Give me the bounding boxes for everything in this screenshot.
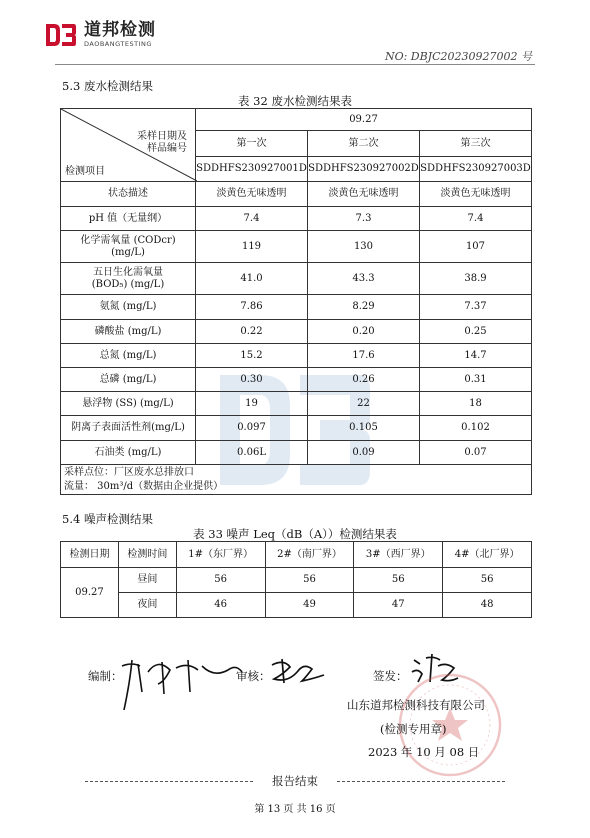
value-cell: 淡黄色无味透明 [308, 182, 420, 207]
table33-caption: 表 33 噪声 Leq（dB（A））检测结果表 [193, 527, 397, 541]
flow-note: 流量： 30m³/d（数据由企业提供） [64, 480, 224, 492]
value-cell: 46 [176, 593, 265, 618]
table-row [61, 320, 532, 344]
value-cell: 48 [443, 593, 532, 618]
value-cell: 0.26 [308, 368, 420, 392]
value-cell: 56 [443, 568, 532, 593]
approver-label: 签发： [373, 669, 408, 683]
logo-text-en: DAOBANGTESTING [84, 40, 152, 49]
report-end-text: 报告结束 [272, 774, 318, 788]
item-label: 磷酸盐 (mg/L) [61, 320, 196, 344]
value-cell: 0.30 [196, 368, 308, 392]
left-dash-divider [85, 781, 253, 782]
item-label: 五日生化需氧量 (BOD₅) (mg/L) [61, 263, 196, 295]
company-name: 山东道邦检测科技有限公司 [347, 698, 485, 712]
value-cell: 7.37 [419, 295, 531, 320]
table-row [61, 568, 532, 593]
column-header: 检测日期 [61, 542, 119, 568]
item-label: 状态描述 [61, 182, 196, 207]
value-cell: 17.6 [308, 344, 420, 368]
section-title-wastewater: 5.3 废水检测结果 [62, 79, 153, 93]
value-cell: 0.31 [419, 368, 531, 392]
editor-label: 编制： [88, 669, 123, 683]
table32-caption: 表 32 废水检测结果表 [238, 94, 352, 108]
table32-note [61, 465, 532, 495]
value-cell: 0.06L [196, 441, 308, 465]
reviewer-signature [268, 655, 328, 691]
value-cell: 0.22 [196, 320, 308, 344]
value-cell: 19 [196, 392, 308, 416]
value-cell: 0.07 [419, 441, 531, 465]
column-header: 1#（东厂界） [176, 542, 265, 568]
value-cell: 7.3 [308, 207, 420, 231]
item-label: 总氮 (mg/L) [61, 344, 196, 368]
time-label: 昼间 [118, 568, 176, 593]
value-cell: 0.105 [308, 416, 420, 441]
page-number: 第 13 页 共 16 页 [254, 804, 336, 815]
right-dash-divider [337, 781, 505, 782]
seal-note: (检测专用章) [380, 722, 447, 736]
logo-mark-icon [44, 22, 78, 48]
value-cell: 8.29 [308, 295, 420, 320]
item-label: 悬浮物 (SS) (mg/L) [61, 392, 196, 416]
value-cell: 淡黄色无味透明 [196, 182, 308, 207]
item-label: 阴离子表面活性剂(mg/L) [61, 416, 196, 441]
table32-date: 09.27 [196, 109, 532, 131]
value-cell: 0.097 [196, 416, 308, 441]
run-header: 第一次 [196, 131, 308, 156]
value-cell: 7.86 [196, 295, 308, 320]
corner-bottom-label: 检测项目 [65, 165, 105, 177]
column-header: 3#（西厂界） [354, 542, 443, 568]
reviewer-label: 审核： [236, 669, 271, 683]
value-cell: 15.2 [196, 344, 308, 368]
sampling-point-note: 采样点位：厂区废水总排放口 [64, 467, 194, 478]
header-divider [55, 64, 535, 65]
corner-top-label-2: 样品编号 [147, 143, 188, 154]
value-cell: 22 [308, 392, 420, 416]
table-row [61, 441, 532, 465]
table-row [61, 231, 532, 263]
value-cell: 14.7 [419, 344, 531, 368]
sample-id: SDDHFS230927002D [308, 156, 420, 181]
item-label: 化学需氧量 (CODcr) (mg/L) [61, 231, 196, 263]
report-number: NO: DBJC20230927002 号 [384, 50, 532, 63]
noise-date: 09.27 [61, 568, 119, 618]
value-cell: 0.25 [419, 320, 531, 344]
value-cell: 130 [308, 231, 420, 263]
section-title-noise: 5.4 噪声检测结果 [62, 512, 153, 526]
corner-top-label-1: 采样日期及 [137, 131, 188, 142]
value-cell: 38.9 [419, 263, 531, 295]
editor-signature [118, 652, 248, 716]
table-row [61, 344, 532, 368]
value-cell: 淡黄色无味透明 [419, 182, 531, 207]
column-header: 检测时间 [118, 542, 176, 568]
time-label: 夜间 [118, 593, 176, 618]
logo-text-cn: 道邦检测 [84, 20, 156, 41]
value-cell: 107 [419, 231, 531, 263]
report-end-line [85, 773, 505, 789]
column-header: 2#（南厂界） [265, 542, 354, 568]
wastewater-results-table [60, 108, 532, 495]
item-label: 氨氮 (mg/L) [61, 295, 196, 320]
value-cell: 18 [419, 392, 531, 416]
company-logo [44, 22, 156, 48]
item-label: 石油类 (mg/L) [61, 441, 196, 465]
table-row [61, 593, 532, 618]
noise-results-table [60, 541, 532, 618]
value-cell: 56 [354, 568, 443, 593]
value-cell: 56 [265, 568, 354, 593]
value-cell: 49 [265, 593, 354, 618]
value-cell: 0.09 [308, 441, 420, 465]
value-cell: 7.4 [419, 207, 531, 231]
table-row [61, 207, 532, 231]
value-cell: 47 [354, 593, 443, 618]
table-row [61, 263, 532, 295]
report-date: 2023 年 10 月 08 日 [368, 745, 480, 759]
table-row [61, 182, 532, 207]
value-cell: 7.4 [196, 207, 308, 231]
run-header: 第二次 [308, 131, 420, 156]
table32-corner-cell [61, 109, 196, 182]
run-header: 第三次 [419, 131, 531, 156]
table-row [61, 416, 532, 441]
item-label: 总磷 (mg/L) [61, 368, 196, 392]
value-cell: 41.0 [196, 263, 308, 295]
value-cell: 119 [196, 231, 308, 263]
value-cell: 56 [176, 568, 265, 593]
table-row [61, 392, 532, 416]
table-row [61, 295, 532, 320]
column-header: 4#（北厂界） [443, 542, 532, 568]
value-cell: 0.102 [419, 416, 531, 441]
sample-id: SDDHFS230927003D [419, 156, 531, 181]
item-label: pH 值（无量纲） [61, 207, 196, 231]
table-row [61, 368, 532, 392]
value-cell: 43.3 [308, 263, 420, 295]
sample-id: SDDHFS230927001D [196, 156, 308, 181]
value-cell: 0.20 [308, 320, 420, 344]
